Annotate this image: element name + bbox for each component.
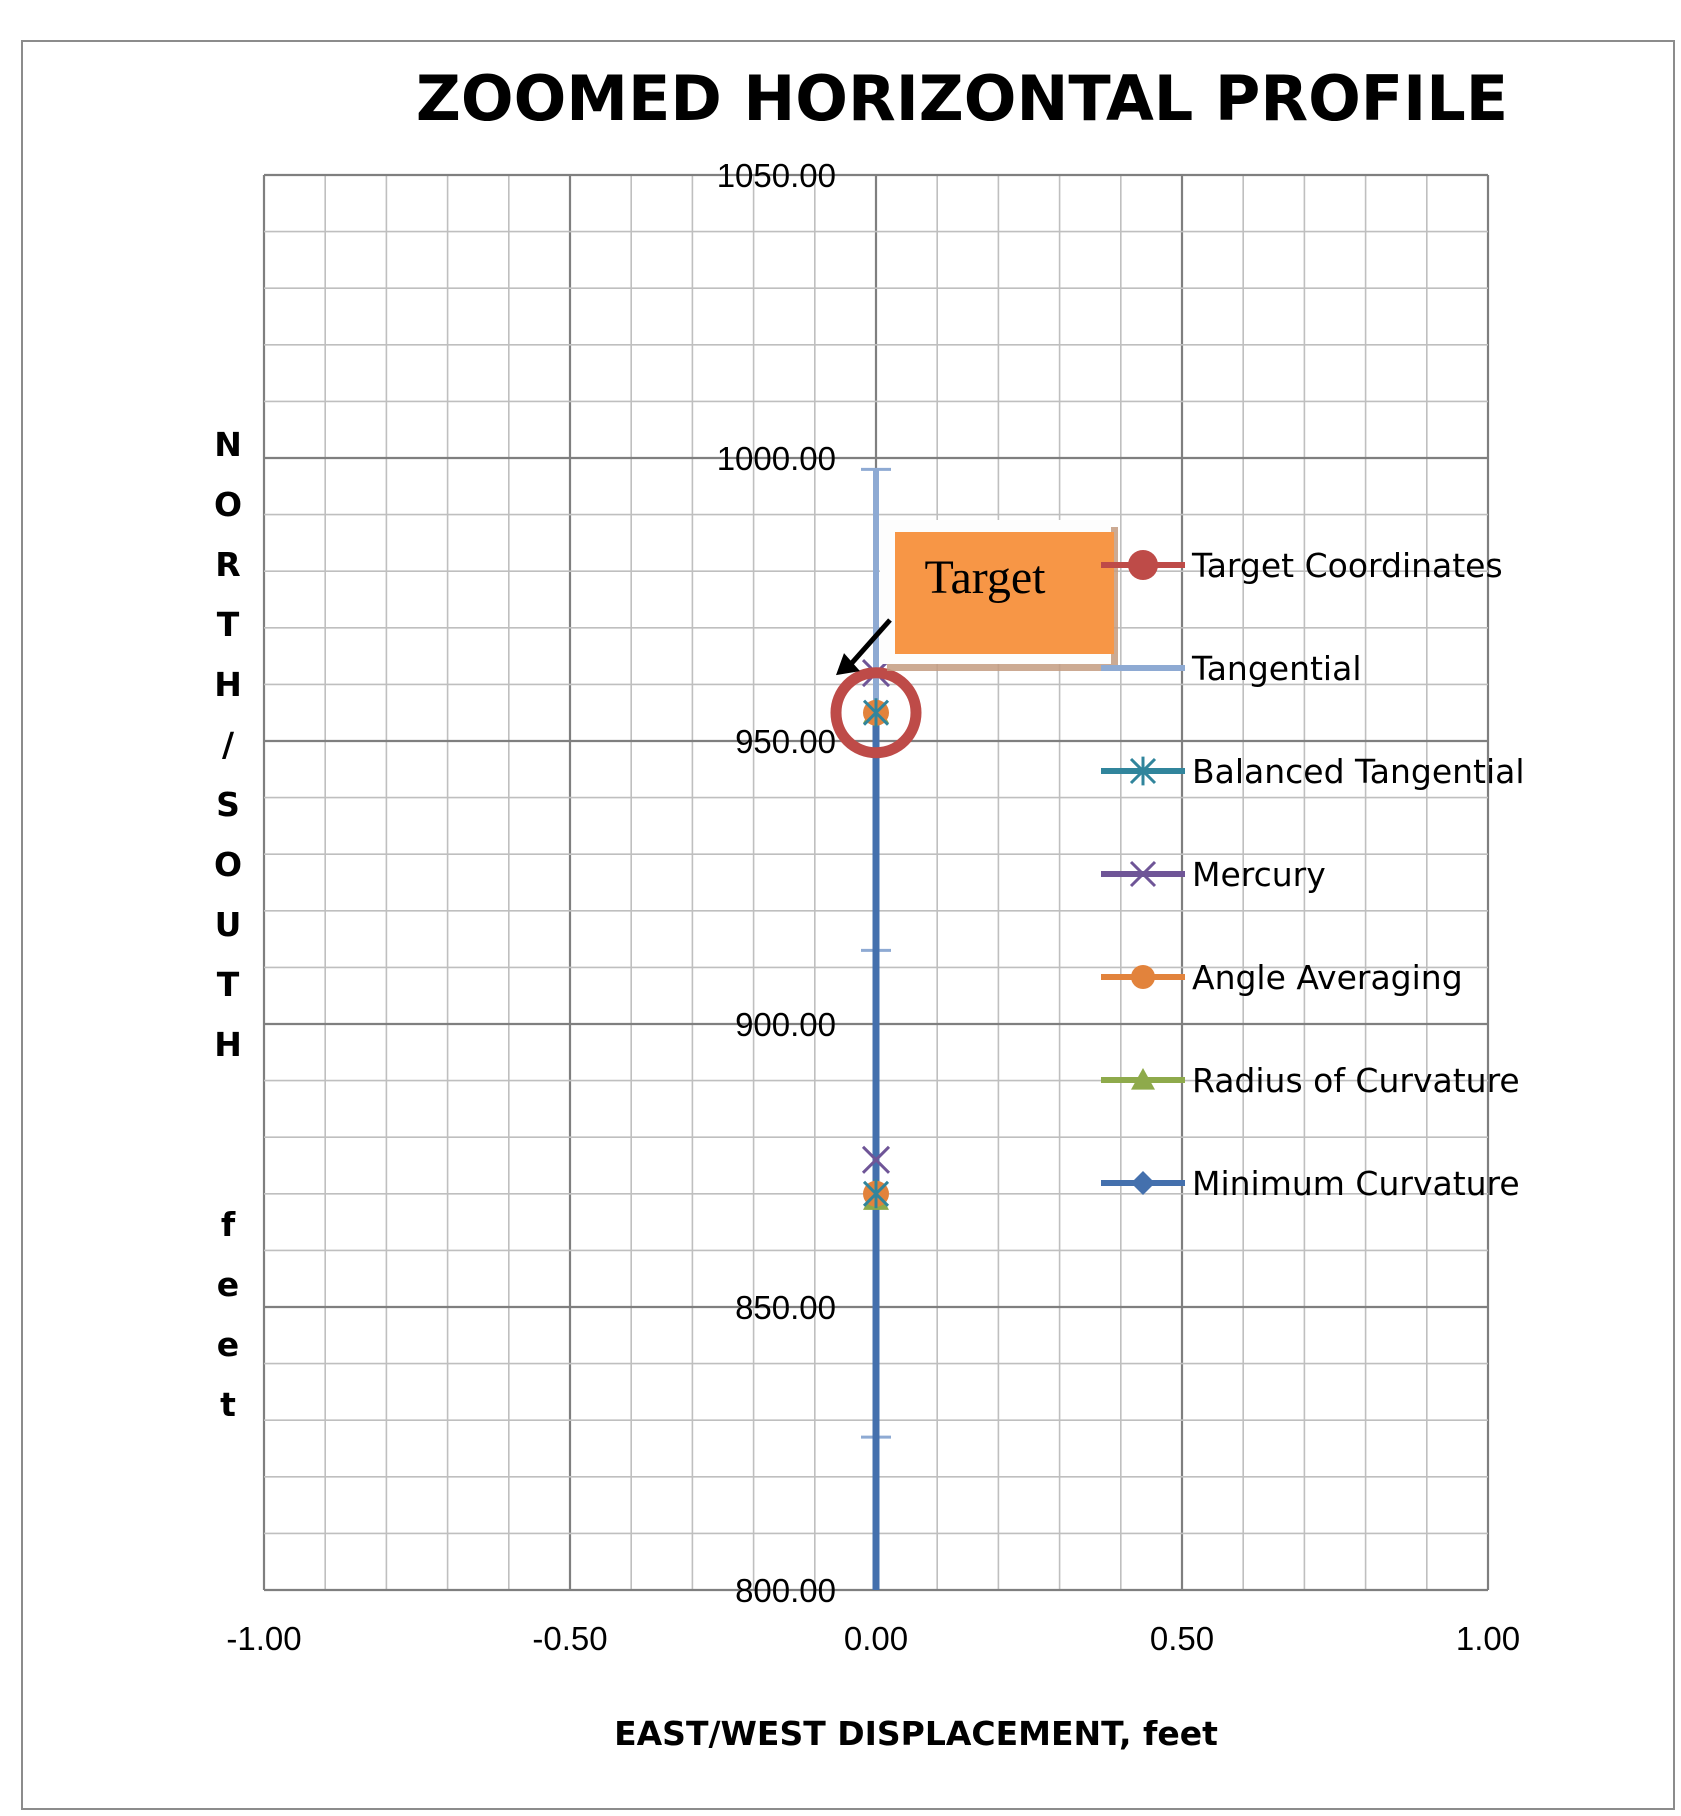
y-axis-label <box>214 425 242 1424</box>
legend-label-target-coordinates: Target Coordinates <box>1192 546 1503 585</box>
legend-label-radius-of-curvature: Radius of Curvature <box>1192 1061 1520 1100</box>
y-axis-label-char: / <box>221 725 235 764</box>
legend-item-target-coordinates <box>1101 546 1503 585</box>
y-axis-label-char: H <box>214 665 242 704</box>
y-tick-label: 800.00 <box>735 1572 836 1609</box>
legend-label-angle-averaging: Angle Averaging <box>1192 958 1463 997</box>
y-axis-label-char: O <box>213 845 243 884</box>
legend-item-mercury <box>1101 855 1326 894</box>
x-tick-label: 1.00 <box>1455 1620 1521 1657</box>
y-axis-label-char: H <box>214 1025 242 1064</box>
chart-title: ZOOMED HORIZONTAL PROFILE <box>415 62 1509 135</box>
y-axis-label-char: U <box>214 905 242 944</box>
y-axis-label-char: S <box>216 785 240 824</box>
legend-item-tangential <box>1101 649 1362 688</box>
legend-item-angle-averaging <box>1101 958 1463 997</box>
y-axis-label-char: O <box>213 485 243 524</box>
x-tick-label: -0.50 <box>532 1620 608 1657</box>
legend-marker-angle-averaging <box>1131 965 1155 989</box>
legend-label-balanced-tangential: Balanced Tangential <box>1192 752 1525 791</box>
legend-item-radius-of-curvature <box>1101 1061 1520 1100</box>
y-tick-label: 1000.00 <box>716 440 836 477</box>
y-axis-label-char: e <box>216 1265 240 1304</box>
y-tick-label: 950.00 <box>735 723 836 760</box>
y-tick-label: 900.00 <box>735 1006 836 1043</box>
legend-item-minimum-curvature <box>1101 1164 1520 1203</box>
legend-item-balanced-tangential <box>1101 752 1525 791</box>
y-axis-label-char: R <box>215 545 241 584</box>
series-minimum-curvature <box>863 700 889 1590</box>
legend-label-tangential: Tangential <box>1192 649 1362 688</box>
legend-marker-target-coordinates <box>1128 550 1158 580</box>
y-axis-label-char: T <box>216 965 240 1004</box>
y-axis-label-char: t <box>220 1385 236 1424</box>
legend-label-minimum-curvature: Minimum Curvature <box>1192 1164 1520 1203</box>
callout-text: Target <box>924 551 1046 604</box>
x-tick-label: 0.00 <box>843 1620 909 1657</box>
y-axis-label-char: T <box>216 605 240 644</box>
legend-marker-minimum-curvature <box>1131 1171 1155 1195</box>
y-axis-label-char: e <box>216 1325 240 1364</box>
x-tick-label: -1.00 <box>226 1620 302 1657</box>
chart-legend <box>1101 546 1525 1203</box>
y-axis-label-char: N <box>214 425 242 464</box>
y-axis-label-char: f <box>220 1205 236 1244</box>
x-tick-label: 0.50 <box>1149 1620 1215 1657</box>
y-tick-label: 1050.00 <box>716 157 836 194</box>
y-tick-label: 850.00 <box>735 1289 836 1326</box>
legend-label-mercury: Mercury <box>1192 855 1326 894</box>
x-axis-label: EAST/WEST DISPLACEMENT, feet <box>614 1714 1218 1753</box>
